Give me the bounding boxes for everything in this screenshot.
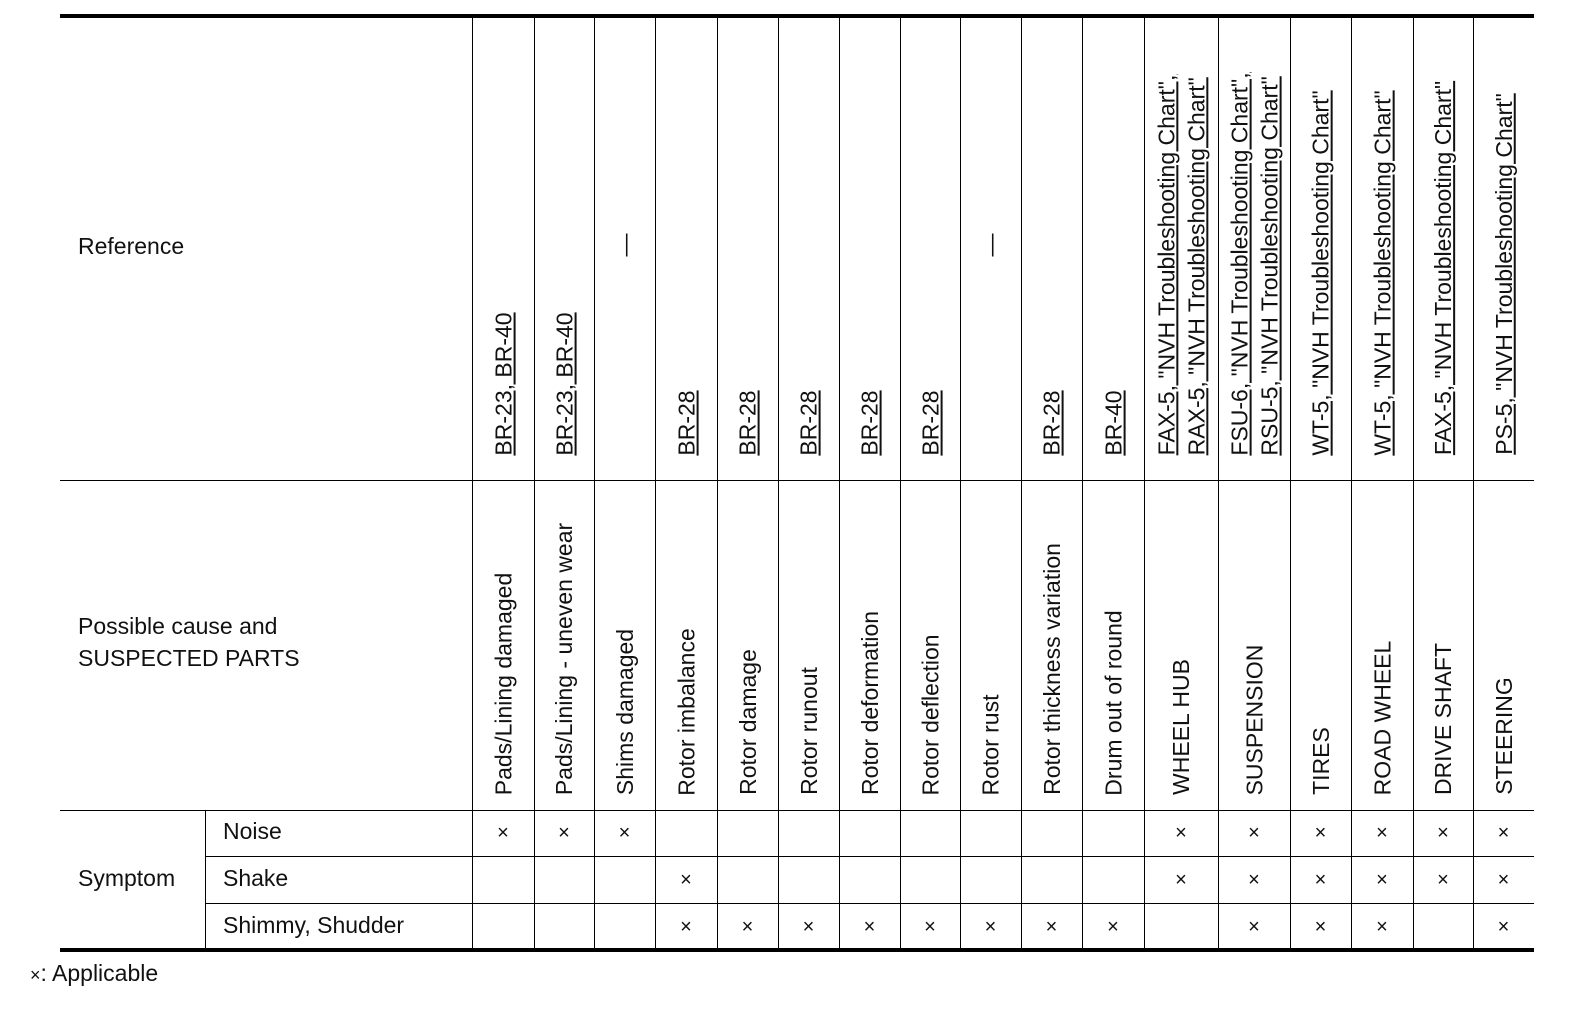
- reference-link[interactable]: [1428, 81, 1458, 455]
- column-divider: [1413, 18, 1414, 949]
- applicable-mark: ×: [1376, 916, 1388, 938]
- reference-link: [610, 234, 640, 257]
- reference-link[interactable]: [1488, 93, 1518, 455]
- applicable-mark: ×: [1248, 916, 1260, 938]
- applicable-mark: ×: [1314, 869, 1327, 891]
- reference-line: BR-28: [1038, 389, 1065, 456]
- applicable-mark: ×: [680, 869, 692, 891]
- reference-link[interactable]: [733, 390, 763, 455]
- bottom-rule: [60, 948, 1534, 952]
- legend-text: : Applicable: [40, 960, 159, 986]
- reference-line: —: [977, 233, 1004, 257]
- reference-line: WT-5, "NVH Troubleshooting Chart": [1369, 89, 1396, 456]
- legend-symbol: ×: [30, 965, 41, 985]
- column-divider: [1218, 18, 1219, 949]
- applicable-mark: ×: [1248, 869, 1260, 891]
- cause-label: Pads/Lining damaged: [489, 572, 516, 795]
- applicable-mark: ×: [924, 916, 936, 938]
- cause-label: Rotor deflection: [917, 633, 944, 796]
- reference-line: BR-28: [673, 389, 700, 456]
- column-divider: [839, 18, 840, 949]
- legend: [30, 958, 158, 990]
- applicable-mark: ×: [1497, 916, 1510, 938]
- column-divider: [717, 18, 718, 949]
- applicable-mark: ×: [984, 916, 997, 938]
- cause-label: Rotor rust: [977, 694, 1004, 795]
- top-rule: [60, 14, 1534, 18]
- reference-line: FSU-6, "NVH Troubleshooting Chart",: [1226, 71, 1253, 456]
- column-divider: [778, 18, 779, 949]
- applicable-mark: ×: [863, 916, 876, 938]
- cause-label: STEERING: [1490, 677, 1517, 795]
- column-divider: [1021, 18, 1022, 949]
- reference-line: BR-28: [917, 389, 944, 456]
- reference-line: BR-28: [795, 389, 822, 456]
- applicable-mark: ×: [1175, 822, 1187, 844]
- column-divider: [1473, 18, 1474, 949]
- symptom-label: Symptom: [78, 865, 176, 891]
- reference-line: —: [611, 233, 638, 257]
- applicable-mark: ×: [497, 822, 509, 844]
- reference-line: PS-5, "NVH Troubleshooting Chart": [1490, 93, 1517, 455]
- reference-line: FAX-5, "NVH Troubleshooting Chart",: [1152, 74, 1179, 455]
- reference-link[interactable]: [1224, 72, 1284, 455]
- applicable-mark: ×: [618, 822, 631, 844]
- applicable-mark: ×: [680, 916, 692, 938]
- reference-line: BR-23, BR-40: [551, 311, 578, 456]
- reference-link[interactable]: [1306, 90, 1336, 455]
- column-divider: [960, 18, 961, 949]
- applicable-mark: ×: [1437, 869, 1449, 891]
- reference-link[interactable]: [1367, 90, 1397, 455]
- reference-link[interactable]: [855, 390, 885, 455]
- cause-label: TIRES: [1307, 727, 1334, 795]
- applicable-mark: ×: [1497, 822, 1510, 844]
- cause-label: Rotor deformation: [856, 610, 883, 796]
- applicable-mark: ×: [1376, 822, 1388, 844]
- symptom-divider: [205, 810, 206, 949]
- symptom-row-label: Shake: [223, 865, 289, 891]
- cause-label: Rotor imbalance: [673, 627, 700, 796]
- reference-line: BR-28: [856, 389, 883, 456]
- cause-divider: [60, 810, 1534, 811]
- cause-label: Rotor runout: [795, 667, 822, 795]
- reference-link[interactable]: [671, 390, 701, 455]
- symptom-row-label: Noise: [223, 818, 282, 844]
- cause-label: Rotor thickness variation: [1038, 543, 1065, 795]
- reference-link[interactable]: [794, 390, 824, 455]
- cause-label: WHEEL HUB: [1167, 659, 1194, 795]
- symptom-row-label: Shimmy, Shudder: [223, 912, 405, 938]
- applicable-mark: ×: [1045, 916, 1058, 938]
- reference-line: RAX-5, "NVH Troubleshooting Chart": [1182, 76, 1209, 455]
- cause-label: Drum out of round: [1100, 609, 1127, 796]
- reference-link[interactable]: [549, 312, 579, 455]
- cause-label: Pads/Lining - uneven wear: [551, 522, 578, 796]
- column-divider: [1351, 18, 1352, 949]
- row-divider-2: [205, 903, 1534, 904]
- reference-line: RSU-5, "NVH Troubleshooting Chart": [1256, 75, 1283, 456]
- reference-divider: [60, 480, 1534, 481]
- applicable-mark: ×: [1497, 869, 1510, 891]
- cause-label: Rotor damage: [734, 649, 761, 795]
- cause-label: DRIVE SHAFT: [1430, 642, 1457, 796]
- cause-label-line1: Possible cause and: [78, 613, 278, 639]
- reference-line: BR-23, BR-40: [490, 311, 517, 456]
- reference-link[interactable]: [915, 390, 945, 455]
- applicable-mark: ×: [1376, 869, 1388, 891]
- cause-label: ROAD WHEEL: [1368, 640, 1395, 795]
- applicable-mark: ×: [1107, 916, 1119, 938]
- column-divider: [1290, 18, 1291, 949]
- column-divider: [472, 18, 473, 949]
- reference-line: FAX-5, "NVH Troubleshooting Chart": [1430, 80, 1457, 456]
- row-divider-1: [205, 856, 1534, 857]
- column-divider: [1144, 18, 1145, 949]
- column-divider: [594, 18, 595, 949]
- reference-line: BR-40: [1100, 389, 1127, 456]
- column-divider: [655, 18, 656, 949]
- reference-link[interactable]: [1151, 74, 1211, 455]
- cause-label: SUSPENSION: [1240, 644, 1267, 795]
- applicable-mark: ×: [802, 916, 815, 938]
- applicable-mark: ×: [1314, 916, 1327, 938]
- reference-link[interactable]: [488, 312, 518, 455]
- reference-line: BR-28: [734, 389, 761, 456]
- applicable-mark: ×: [741, 916, 754, 938]
- applicable-mark: ×: [1175, 869, 1187, 891]
- cause-label: Shims damaged: [611, 628, 638, 796]
- applicable-mark: ×: [1314, 822, 1327, 844]
- reference-link: [976, 234, 1006, 257]
- column-divider: [900, 18, 901, 949]
- column-divider: [534, 18, 535, 949]
- reference-line: WT-5, "NVH Troubleshooting Chart": [1307, 89, 1334, 456]
- cause-label-line2: SUSPECTED PARTS: [78, 645, 300, 671]
- reference-label: Reference: [78, 233, 185, 259]
- reference-link[interactable]: [1098, 390, 1128, 455]
- applicable-mark: ×: [558, 822, 570, 844]
- reference-link[interactable]: [1037, 390, 1067, 455]
- applicable-mark: ×: [1248, 822, 1260, 844]
- column-divider: [1082, 18, 1083, 949]
- applicable-mark: ×: [1437, 822, 1449, 844]
